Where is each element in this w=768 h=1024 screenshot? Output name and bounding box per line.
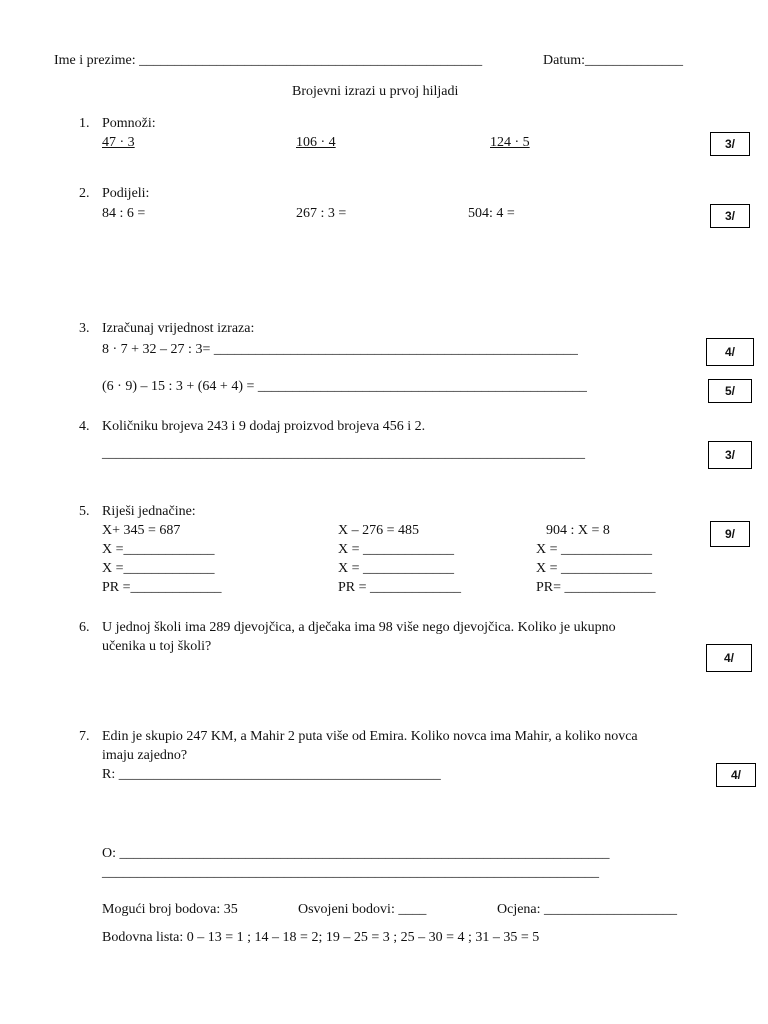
q1-item-3: 124 · 5 bbox=[490, 135, 530, 150]
q5-equation-3: 904 : X = 8 bbox=[546, 523, 610, 538]
q5-x-line: X = _____________ bbox=[338, 561, 455, 576]
earned-points: Osvojeni bodovi: ____ bbox=[298, 902, 427, 917]
q7-text-line-2: imaju zajedno? bbox=[102, 748, 188, 763]
q5-equation-1: X+ 345 = 687 bbox=[102, 523, 181, 538]
grading-scale: Bodovna lista: 0 – 13 = 1 ; 14 – 18 = 2; 19 – 25 = 3 ; 25 – 30 = 4 ; 31 – 35 = 5 bbox=[102, 930, 540, 945]
q7-answer-r-line: R: ______________________________________________ bbox=[102, 767, 441, 782]
q7-text-line-1: Edin je skupio 247 KM, a Mahir 2 puta više od Emira. Koliko novca ima Mahir, a koliko novca bbox=[102, 729, 638, 744]
q5-x-line: X = _____________ bbox=[536, 561, 653, 576]
date-field-label: Datum:______________ bbox=[543, 53, 683, 68]
q7-answer-o-line-2: _______________________________________________________________________ bbox=[102, 865, 599, 880]
q1-item-1: 47 · 3 bbox=[102, 135, 135, 150]
name-field-label: Ime i prezime: _________________________________________________ bbox=[54, 53, 483, 68]
q4-text: Količniku brojeva 243 i 9 dodaj proizvod brojeva 456 i 2. bbox=[102, 419, 426, 434]
grade-field: Ocjena: ___________________ bbox=[497, 902, 678, 917]
q7-score-box: 4/ bbox=[716, 763, 756, 787]
q6-score-box: 4/ bbox=[706, 644, 752, 672]
q5-proof-line: PR =_____________ bbox=[102, 580, 222, 595]
q5-score-box: 9/ bbox=[710, 521, 750, 547]
possible-points: Mogući broj bodova: 35 bbox=[102, 902, 238, 917]
q2-score-box: 3/ bbox=[710, 204, 750, 228]
q6-text-line-1: U jednoj školi ima 289 djevojčica, a dječaka ima 98 više nego djevojčica. Koliko je ukupno bbox=[102, 620, 616, 635]
q5-proof-line: PR = _____________ bbox=[338, 580, 462, 595]
q5-number: 5. bbox=[79, 504, 90, 519]
q5-label: Riješi jednačine: bbox=[102, 504, 196, 519]
worksheet-title: Brojevni izrazi u prvoj hiljadi bbox=[292, 84, 459, 99]
q3-score-box-1: 4/ bbox=[706, 338, 754, 366]
q2-item-1: 84 : 6 = bbox=[102, 206, 146, 221]
q6-number: 6. bbox=[79, 620, 90, 635]
q4-answer-line: _____________________________________________________________________ bbox=[102, 446, 585, 461]
q1-item-2: 106 · 4 bbox=[296, 135, 336, 150]
q4-number: 4. bbox=[79, 419, 90, 434]
q5-x-line: X =_____________ bbox=[102, 561, 215, 576]
q1-number: 1. bbox=[79, 116, 90, 131]
q7-number: 7. bbox=[79, 729, 90, 744]
q5-x-line: X =_____________ bbox=[102, 542, 215, 557]
q1-label: Pomnoži: bbox=[102, 116, 156, 131]
q3-expression-1: 8 · 7 + 32 – 27 : 3= ____________________________________________________ bbox=[102, 342, 578, 357]
q3-label: Izračunaj vrijednost izraza: bbox=[102, 321, 255, 336]
q7-answer-o-line: O: ______________________________________________________________________ bbox=[102, 846, 610, 861]
q3-score-box-2: 5/ bbox=[708, 379, 752, 403]
q2-label: Podijeli: bbox=[102, 186, 150, 201]
q4-score-box: 3/ bbox=[708, 441, 752, 469]
q5-proof-line: PR= _____________ bbox=[536, 580, 656, 595]
q6-text-line-2: učenika u toj školi? bbox=[102, 639, 212, 654]
q5-x-line: X = _____________ bbox=[536, 542, 653, 557]
q3-expression-2: (6 · 9) – 15 : 3 + (64 + 4) = _______________________________________________ bbox=[102, 379, 587, 394]
q2-item-3: 504: 4 = bbox=[468, 206, 515, 221]
q3-number: 3. bbox=[79, 321, 90, 336]
q5-x-line: X = _____________ bbox=[338, 542, 455, 557]
q2-item-2: 267 : 3 = bbox=[296, 206, 347, 221]
q2-number: 2. bbox=[79, 186, 90, 201]
q5-equation-2: X – 276 = 485 bbox=[338, 523, 420, 538]
q1-score-box: 3/ bbox=[710, 132, 750, 156]
